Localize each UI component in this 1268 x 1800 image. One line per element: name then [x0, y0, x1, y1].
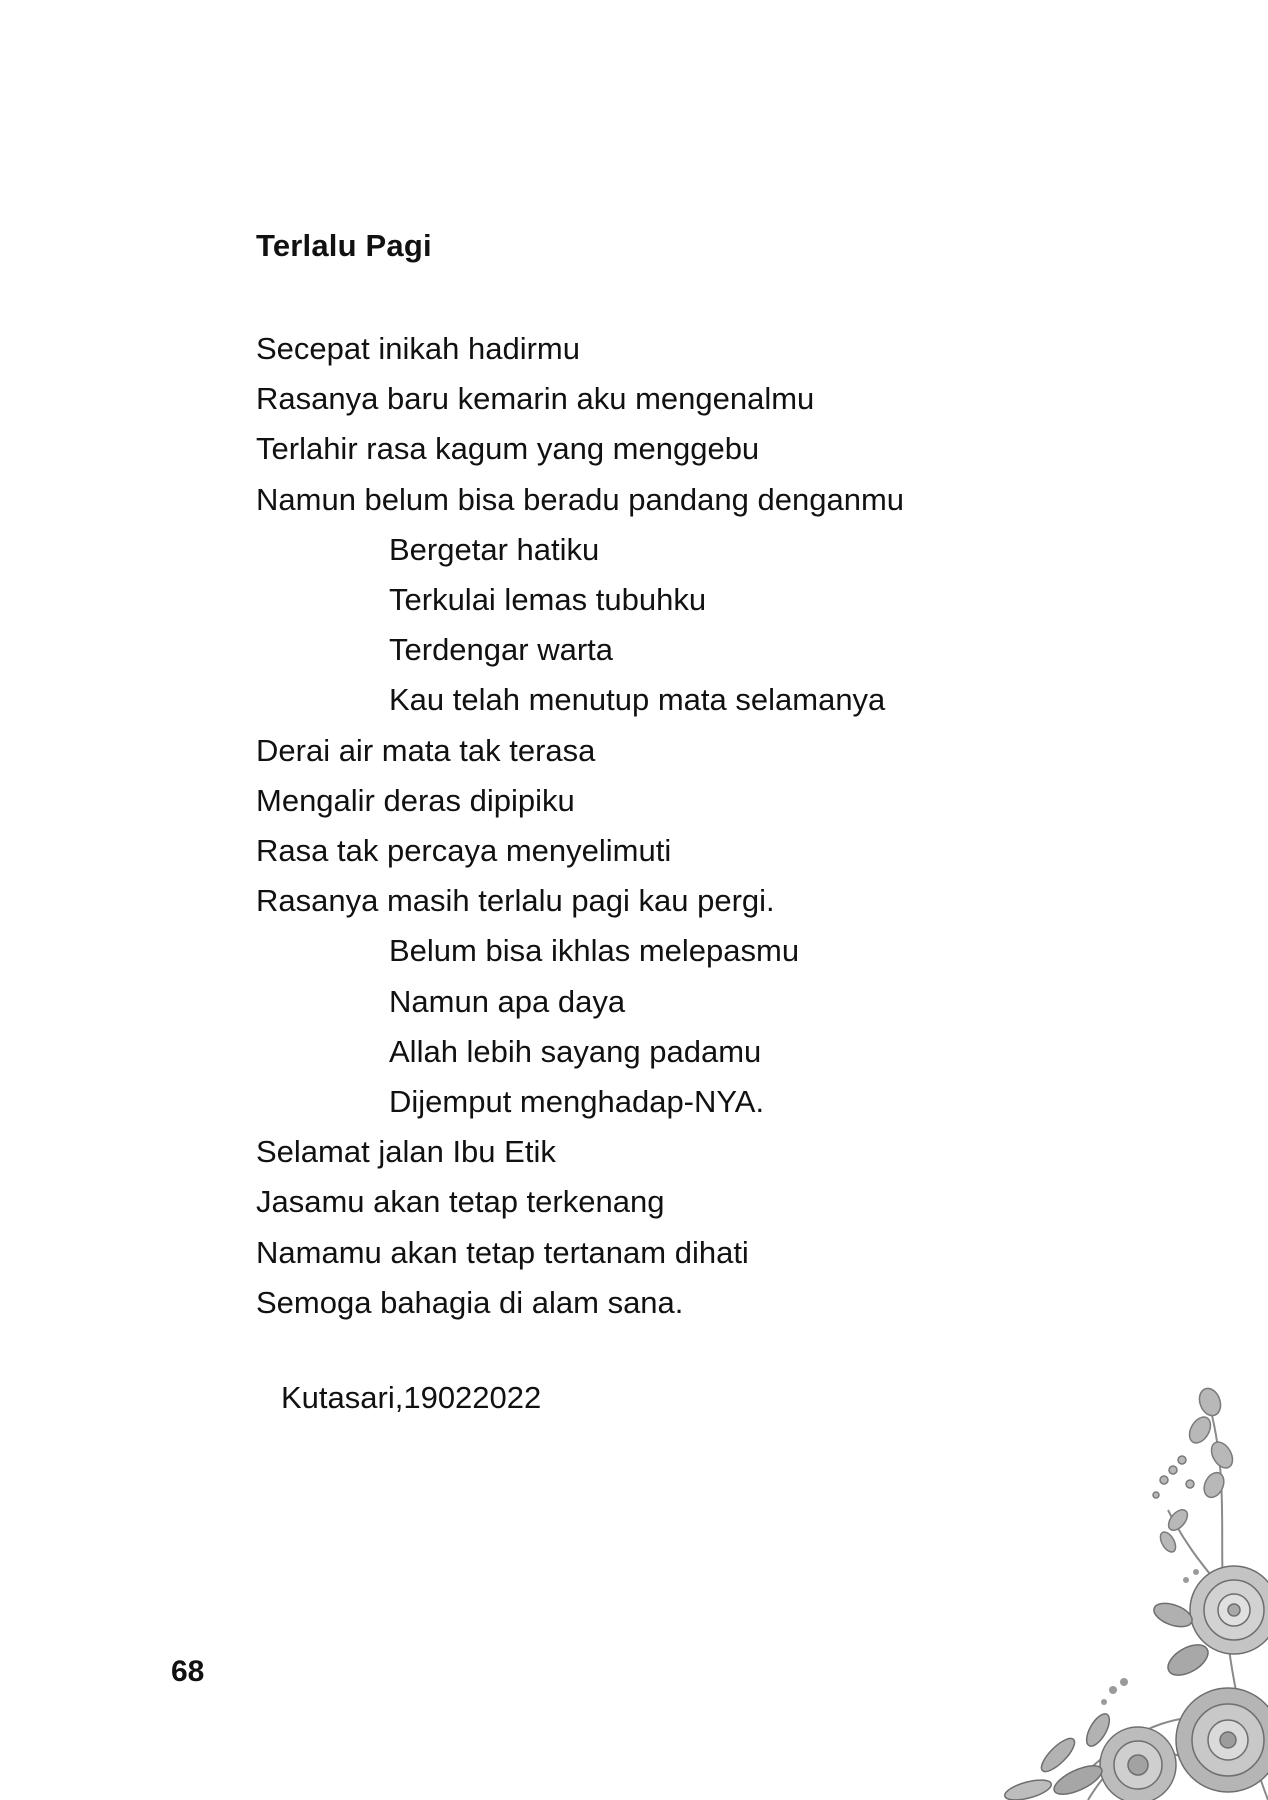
poem-line: Mengalir deras dipipiku — [256, 782, 575, 818]
poem-line: Namamu akan tetap tertanam dihati — [256, 1234, 749, 1270]
poem-line: Secepat inikah hadirmu — [256, 331, 580, 366]
floral-corner-icon — [938, 1360, 1268, 1800]
poem-line: Terdengar warta — [389, 632, 614, 668]
poem-line: Terkulai lemas tubuhku — [389, 582, 707, 618]
page-number: 68 — [171, 1655, 205, 1688]
poem-line: Selamat jalan Ibu Etik — [256, 1134, 556, 1170]
poem-line: Rasa tak percaya menyelimuti — [256, 833, 672, 869]
poem-line: Dijemput menghadap-NYA. — [389, 1084, 765, 1120]
poem-line: Rasanya baru kemarin aku mengenalmu — [256, 381, 815, 417]
poem-line: Belum bisa ikhlas melepasmu — [389, 933, 800, 969]
poem-title: Terlalu Pagi — [256, 228, 432, 263]
poem-line: Namun apa daya — [389, 983, 626, 1019]
poem-line: Terlahir rasa kagum yang menggebu — [256, 431, 760, 467]
poem-line: Kau telah menutup mata selamanya — [389, 682, 886, 718]
poem-line: Bergetar hatiku — [389, 531, 600, 567]
poem-body — [256, 324, 1156, 1328]
poem-line: Jasamu akan tetap terkenang — [256, 1184, 665, 1220]
poem-line: Rasanya masih terlalu pagi kau pergi. — [256, 883, 775, 919]
poem-line: Derai air mata tak terasa — [256, 732, 596, 768]
poem-line: Namun belum bisa beradu pandang denganmu — [256, 481, 905, 517]
poem-line: Allah lebih sayang padamu — [389, 1033, 762, 1069]
poem-line: Semoga bahagia di alam sana. — [256, 1284, 684, 1320]
poem-signature: Kutasari,19022022 — [281, 1380, 542, 1415]
